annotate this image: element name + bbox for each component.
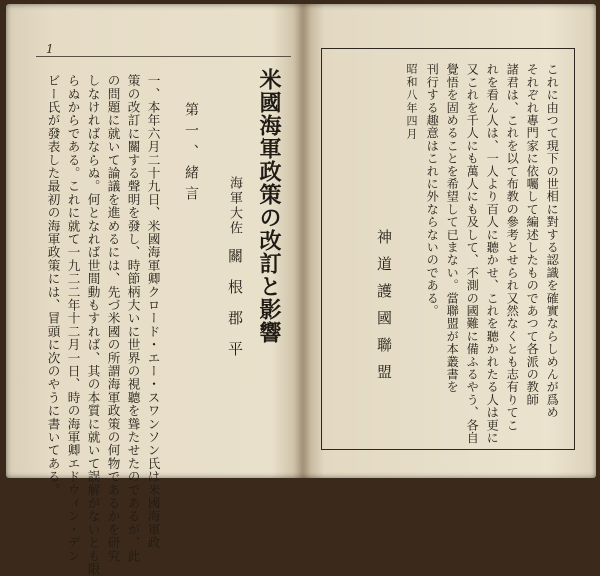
body-line: しなければならぬ。何となれば世間動もすれば、其の本質に就いて誤解がないとも限 [85, 74, 101, 576]
right-page [303, 4, 596, 478]
notice-line: 又これを千人にも萬人にも及して、不測の國難に備ふるやう、各自 [465, 63, 480, 444]
author-title: 海軍大佐 [227, 176, 242, 236]
notice-date: 昭和八年四月 [405, 63, 418, 141]
organization-name: 神道護國聯盟 [375, 229, 393, 391]
author-name: 關根郡平 [226, 248, 244, 372]
page-number: 1 [46, 42, 54, 56]
body-line: ビー氏が發表した最初の海軍政策には、冒頭に次のやうに書いてある。 [45, 74, 61, 497]
notice-line: 覺悟を固めることを希望して已まない。當聯盟が本叢書を [445, 63, 460, 394]
section-heading: 第一、緒言 [183, 102, 199, 207]
notice-frame [321, 48, 575, 450]
notice-line: れを看ん人は、一人より百人に聽かせ、これを聽かれたる人は更に [485, 63, 500, 444]
article-title: 米國海軍政策の改訂と影響 [256, 68, 282, 344]
book-spread [6, 4, 596, 576]
book-gutter [293, 4, 311, 478]
left-page [6, 4, 299, 576]
notice-line: それぞれ專門家に依囑して編述したものであつて各派の教師 [525, 63, 540, 406]
body-line: らぬからである。これに就て一九二二年十二月一日、時の海軍卿エドウィン・デン [65, 74, 81, 563]
notice-line: これに由つて現下の世相に對する認識を確實ならしめんが爲め [545, 63, 560, 419]
header-rule [36, 56, 291, 57]
notice-line: 刊行する趣意はこれに外ならないのである。 [425, 63, 440, 317]
notice-line: 諸君は、これを以て布教の參考とせられ又然なくとも志有りてこ [505, 63, 520, 432]
body-line: 一、本年六月二十九日、米國海軍卿クロード・エー・スワンソン氏は米國海軍政 [145, 74, 161, 550]
body-line: の問題に就いて論議を進めるには、先づ米國の所謂海軍政策の何物であるかを研究 [105, 74, 121, 563]
body-line: 策の改訂に關する聲明を發し、時節柄大いに世界の視聽を聳たせたのであるが、此 [125, 74, 141, 563]
